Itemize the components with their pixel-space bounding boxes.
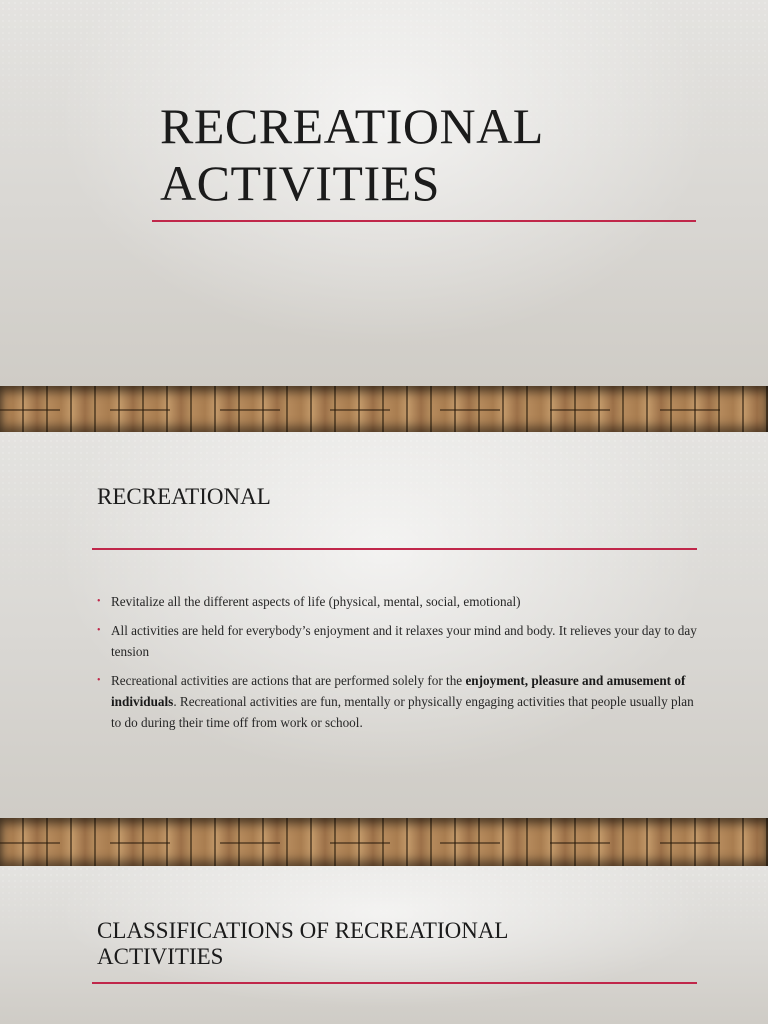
heading-line-2: ACTIVITIES: [97, 944, 224, 969]
slide-heading: RECREATIONAL: [97, 484, 271, 509]
wood-floor-divider: [0, 818, 768, 866]
bullet-text-start: Recreational activities are actions that are performed solely for the: [111, 673, 466, 688]
slide-recreational: [0, 432, 768, 818]
bullet-icon: •: [97, 625, 101, 636]
bullet-icon: •: [97, 675, 101, 686]
bullet-text: Revitalize all the different aspects of life (physical, mental, social, emotional): [111, 594, 521, 609]
bullet-text: All activities are held for everybody’s enjoyment and it relaxes your mind and body. It relieves your day to day tension: [111, 623, 697, 659]
title-line-1: RECREATIONAL: [160, 98, 544, 154]
list-item: [97, 620, 697, 662]
list-item: [97, 591, 697, 612]
slide-title: [0, 0, 768, 386]
wood-floor-divider: [0, 386, 768, 432]
bullet-text-end: . Recreational activities are fun, mentally or physically engaging activities that people usually plan to do during their time off from work or school.: [111, 694, 694, 730]
heading-divider: [92, 548, 697, 550]
title-line-2: ACTIVITIES: [160, 155, 440, 211]
slide-classifications: [0, 866, 768, 1024]
slide-title-heading: [160, 98, 544, 212]
slide-heading: [97, 918, 508, 970]
heading-divider: [92, 982, 697, 984]
title-divider: [152, 220, 696, 222]
heading-line-1: CLASSIFICATIONS OF RECREATIONAL: [97, 918, 509, 943]
bullet-text-emphasis: enjoyment, pleasure and amusement of individuals: [111, 673, 686, 709]
list-item: [97, 670, 697, 733]
bullet-list: [97, 591, 697, 741]
bullet-icon: •: [97, 596, 101, 607]
